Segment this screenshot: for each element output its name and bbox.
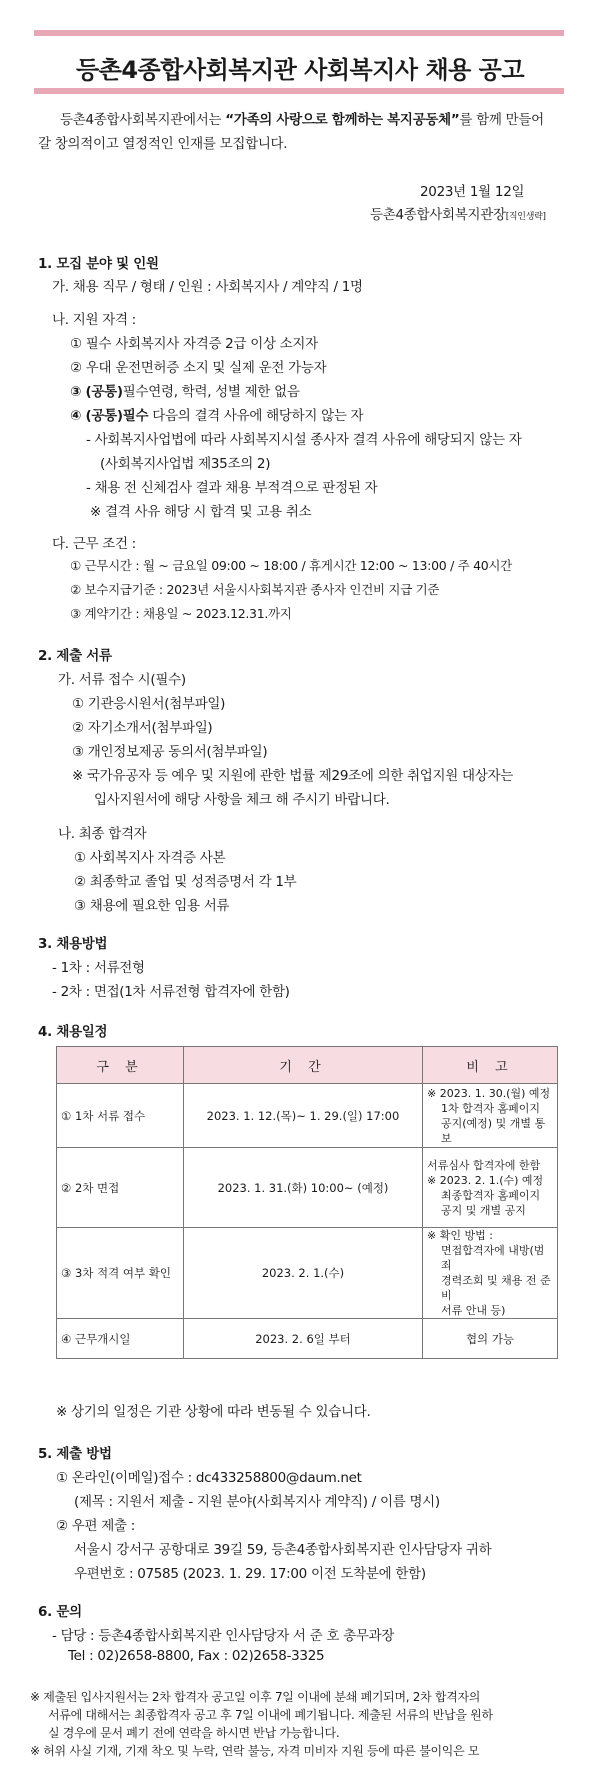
s5-l1: ① 온라인(이메일)접수 : dc433258800@daum.net [56, 1470, 362, 1486]
note-line: 최종합격자 홈페이지 [441, 1188, 541, 1202]
note-2a: ※ 허위 사실 기재, 기재 착오 및 누락, 연락 불능, 자격 미비자 지원 등에 따른 불이익은 모 [30, 1744, 480, 1758]
note-line: ※ 2023. 2. 1.(수) 예정 [427, 1173, 544, 1187]
table-row [57, 1148, 558, 1228]
row-period: 2023. 1. 12.(목)~ 1. 29.(일) 17:00 [184, 1084, 423, 1148]
row-step: ① 1차 서류 접수 [57, 1084, 184, 1148]
s1-b4d: ※ 결격 사유 해당 시 합격 및 고용 취소 [90, 504, 312, 520]
note-1a: ※ 제출된 입사지원서는 2차 합격자 공고일 이후 7일 이내에 분쇄 폐기되며, 2차 합격자의 [30, 1690, 481, 1704]
s3-l1: - 1차 : 서류전형 [52, 960, 145, 976]
s2-b-title: 나. 최종 합격자 [58, 826, 147, 842]
s1-c3: ③ 계약기간 : 채용일 ~ 2023.12.31.까지 [70, 606, 292, 621]
s2-a1: ① 기관응시원서(첨부파일) [72, 696, 226, 712]
s1-b1: ① 필수 사회복지사 자격증 2급 이상 소지자 [70, 336, 318, 352]
schedule-table [56, 1046, 558, 1359]
note-line: 경력조회 및 채용 전 준비 [441, 1274, 551, 1302]
s1-c2: ② 보수지급기준 : 2023년 서울시사회복지관 종사자 인건비 지급 기준 [70, 582, 440, 597]
s6-l2: Tel : 02)2658-8800, Fax : 02)2658-3325 [68, 1648, 325, 1664]
s1-b4c: - 채용 전 신체검사 결과 채용 부적격으로 판정된 자 [86, 480, 378, 496]
row-note [423, 1084, 558, 1148]
page-title: 등촌4종합사회복지관 사회복지사 채용 공고 [75, 56, 525, 84]
s1-a: 가. 채용 직무 / 형태 / 인원 : 사회복지사 / 계약직 / 1명 [52, 279, 363, 295]
seal-note: [직인생략] [505, 212, 546, 222]
s2-b3: ③ 채용에 필요한 임용 서류 [74, 898, 230, 914]
note-line: 1차 합격자 홈페이지 [441, 1101, 540, 1115]
table-row [57, 1319, 558, 1359]
row-period: 2023. 1. 31.(화) 10:00~ (예정) [184, 1148, 423, 1228]
note-line: 면접합격자에 내방(범죄 [441, 1244, 545, 1272]
row-period: 2023. 2. 6일 부터 [184, 1319, 423, 1359]
s2-b2: ② 최종학교 졸업 및 성적증명서 각 1부 [74, 874, 297, 890]
section-5-heading: 5. 제출 방법 [38, 1446, 112, 1462]
s1-c-title: 다. 근무 조건 : [52, 536, 136, 552]
schedule-footnote: ※ 상기의 일정은 기관 상황에 따라 변동될 수 있습니다. [56, 1404, 371, 1420]
row-step: ④ 근무개시일 [57, 1319, 184, 1359]
section-3-heading: 3. 채용방법 [38, 936, 108, 952]
s2-a4: ※ 국가유공자 등 예우 및 지원에 관한 법률 제29조에 의한 취업지원 대상자는 [72, 768, 513, 784]
note-line: ※ 확인 방법 : [427, 1229, 493, 1242]
row-note [423, 1228, 558, 1319]
s1-b-title: 나. 지원 자격 : [52, 312, 136, 328]
note-line: 공지 및 개별 공지 [441, 1203, 526, 1217]
section-1-heading: 1. 모집 분야 및 인원 [38, 256, 159, 272]
section-4-heading: 4. 채용일정 [38, 1024, 108, 1040]
s1-c1: ① 근무시간 : 월 ~ 금요일 09:00 ~ 18:00 / 휴게시간 12:00 ~ 13:00 / 주 40시간 [70, 558, 512, 573]
col-header-note: 비 고 [423, 1047, 558, 1084]
s2-a-title: 가. 서류 접수 시(필수) [58, 672, 186, 688]
s1-b4a: - 사회복지사업법에 따라 사회복지시설 종사자 결격 사유에 해당되지 않는 자 [86, 432, 522, 448]
section-2-heading: 2. 제출 서류 [38, 648, 112, 664]
s1-b2: ② 우대 운전면허증 소지 및 실제 운전 가능자 [70, 360, 327, 376]
s2-a2: ② 자기소개서(첨부파일) [72, 720, 213, 736]
s5-l5: 우편번호 : 07585 (2023. 1. 29. 17:00 이전 도착분에 한함) [74, 1566, 426, 1582]
s3-l2: - 2차 : 면접(1차 서류전형 합격자에 한함) [52, 984, 290, 1000]
note-1b: 서류에 대해서는 최종합격자 공고 후 7일 이내에 폐기됩니다. 제출된 서류의 반납을 원하 [48, 1708, 493, 1722]
col-header-step: 구 분 [57, 1047, 184, 1084]
top-accent-bar [34, 30, 564, 36]
note-1c: 실 경우에 문서 폐기 전에 연락을 하시면 반납 가능합니다. [48, 1726, 340, 1740]
note-line: 서류심사 합격자에 한함 [427, 1158, 541, 1172]
note-line: ※ 2023. 1. 30.(월) 예정 [427, 1086, 551, 1100]
s5-l3: ② 우편 제출 : [56, 1518, 135, 1534]
s2-b1: ① 사회복지사 자격증 사본 [74, 850, 226, 866]
title-underline-bar [34, 88, 564, 94]
row-note: 협의 가능 [423, 1319, 558, 1359]
s1-b4b: (사회복지사업법 제35조의 2) [100, 456, 271, 472]
note-line: 공지(예정) 및 개별 통보 [441, 1116, 546, 1145]
s2-a3: ③ 개인정보제공 동의서(첨부파일) [72, 744, 268, 760]
row-step: ② 2차 면접 [57, 1148, 184, 1228]
table-row [57, 1228, 558, 1319]
announcement-date: 2023년 1월 12일 [420, 184, 525, 200]
s6-l1: - 담당 : 등촌4종합사회복지관 인사담당자 서 준 호 총무과장 [52, 1628, 395, 1644]
s5-l4: 서울시 강서구 공항대로 39길 59, 등촌4종합사회복지관 인사담당자 귀하 [74, 1542, 492, 1558]
intro-line-2: 갈 창의적이고 열정적인 인재를 모집합니다. [38, 136, 288, 152]
section-6-heading: 6. 문의 [38, 1604, 82, 1620]
row-step: ③ 3차 적격 여부 확인 [57, 1228, 184, 1319]
intro-line-1: 등촌4종합사회복지관에서는 “가족의 사랑으로 함께하는 복지공동체”를 함께 만들어 [60, 112, 544, 128]
s2-a4b: 입사지원서에 해당 사항을 체크 해 주시기 바랍니다. [94, 792, 390, 808]
s5-l2: (제목 : 지원서 제출 - 지원 분야(사회복지사 계약직) / 이름 명시) [74, 1494, 440, 1510]
issuer: 등촌4종합사회복지관장[직인생략] [370, 207, 546, 223]
note-line: 서류 안내 등) [441, 1304, 506, 1317]
s1-b3: ③ (공통)필수연령, 학력, 성별 제한 없음 [70, 384, 300, 400]
s1-b4: ④ (공통)필수 다음의 결격 사유에 해당하지 않는 자 [70, 408, 364, 424]
col-header-period: 기 간 [184, 1047, 423, 1084]
row-note [423, 1148, 558, 1228]
schedule-header-row [57, 1047, 558, 1084]
row-period: 2023. 2. 1.(수) [184, 1228, 423, 1319]
table-row [57, 1084, 558, 1148]
